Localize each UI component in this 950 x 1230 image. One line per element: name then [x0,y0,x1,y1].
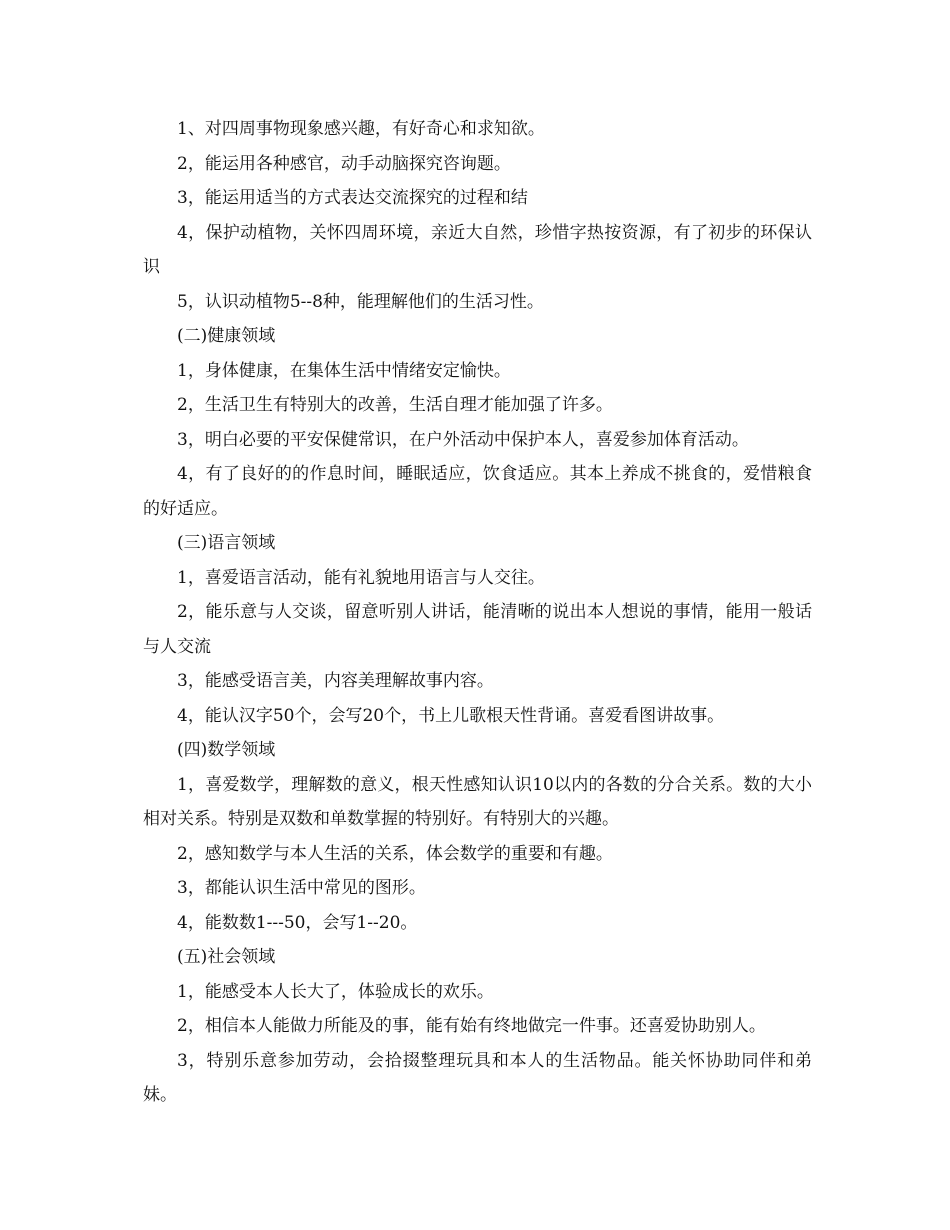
section-heading-society: (五)社会领域 [177,947,276,967]
paragraph-23: 2，相信本人能做力所能及的事，能有始有终地做完一件事。还喜爱协助别人。 [177,1016,766,1036]
paragraph-24: 3，特别乐意参加劳动，会拾掇整理玩具和本人的生活物品。能关怀协助同伴和弟妹。 [143,1050,812,1105]
paragraph-12: 1，喜爱语言活动，能有礼貌地用语言与人交往。 [177,567,545,588]
paragraph-5: 5，认识动植物5--8种，能理解他们的生活习性。 [177,291,544,312]
paragraph-20: 4，能数数1---50，会写1--20。 [177,912,418,933]
section-heading-language: (三)语言领域 [177,533,276,553]
paragraph-17: 1，喜爱数学，理解数的意义，根天性感知认识10以内的各数的分合关系。数的大小相对关系。特别是双数和单数掌握的特别好。有特别大的兴趣。 [143,774,812,829]
paragraph-2: 2，能运用各种感官，动手动脑探究咨询题。 [177,153,511,174]
paragraph-14: 3，能感受语言美，内容美理解故事内容。 [177,671,494,691]
paragraph-4: 4，保护动植物，关怀四周环境，亲近大自然，珍惜字热按资源，有了初步的环保认识 [143,222,812,277]
paragraph-9: 3，明白必要的平安保健常识，在户外活动中保护本人，喜爱参加体育活动。 [177,429,749,450]
paragraph-13: 2，能乐意与人交谈，留意听别人讲话，能清晰的说出本人想说的事情，能用一般话与人交流 [143,602,812,657]
paragraph-7: 1，身体健康，在集体生活中情绪安定愉快。 [177,360,511,381]
paragraph-18: 2，感知数学与本人生活的关系，体会数学的重要和有趣。 [177,843,613,864]
paragraph-22: 1，能感受本人长大了，体验成长的欢乐。 [177,981,494,1002]
paragraph-19: 3，都能认识生活中常见的图形。 [177,878,426,898]
paragraph-3: 3，能运用适当的方式表达交流探究的过程和结 [177,188,528,208]
paragraph-1: 1、对四周事物现象感兴趣，有好奇心和求知欲。 [177,119,545,139]
paragraph-15: 4，能认汉字50个，会写20个，书上儿歌根天性背诵。喜爱看图讲故事。 [177,705,725,726]
section-heading-math: (四)数学领域 [177,740,276,760]
section-heading-health: (二)健康领域 [177,326,276,346]
paragraph-8: 2，生活卫生有特别大的改善，生活自理才能加强了许多。 [177,395,613,415]
paragraph-10: 4，有了良好的的作息时间，睡眠适应，饮食适应。其本上养成不挑食的，爱惜粮食的好适应。 [143,464,812,519]
